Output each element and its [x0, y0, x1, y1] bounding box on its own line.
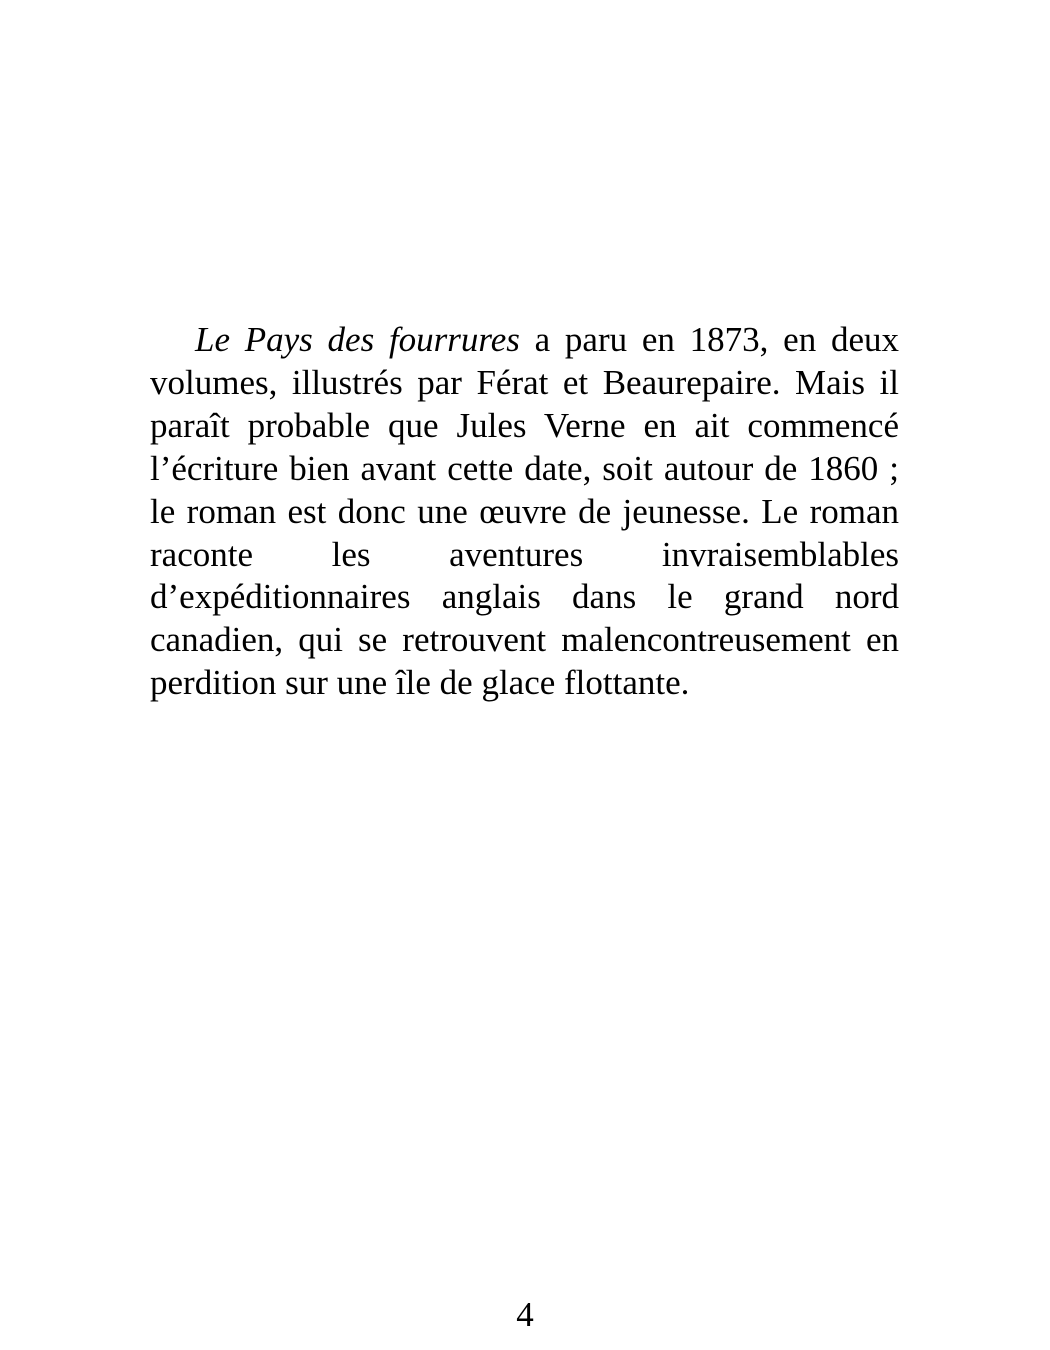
paragraph-text: a paru en 1873, en deux volumes, illustrés par Férat et Beaurepaire. Mais il paraît probable que Jules Verne en ait commencé l’écriture bien avant cette date, soit autour de 1860 ; le roman est donc une œuvre de jeunesse. Le roman raconte les aventures invraisemblables d’expéditionnaires anglais dans le grand nord canadien, qui se retrouvent malencontreusement en perdition sur une île de glace flottante. [150, 320, 899, 703]
body-text [150, 319, 899, 705]
book-title: Le Pays des fourrures [195, 320, 520, 359]
page-number: 4 [516, 1295, 534, 1334]
paragraph [150, 319, 899, 705]
